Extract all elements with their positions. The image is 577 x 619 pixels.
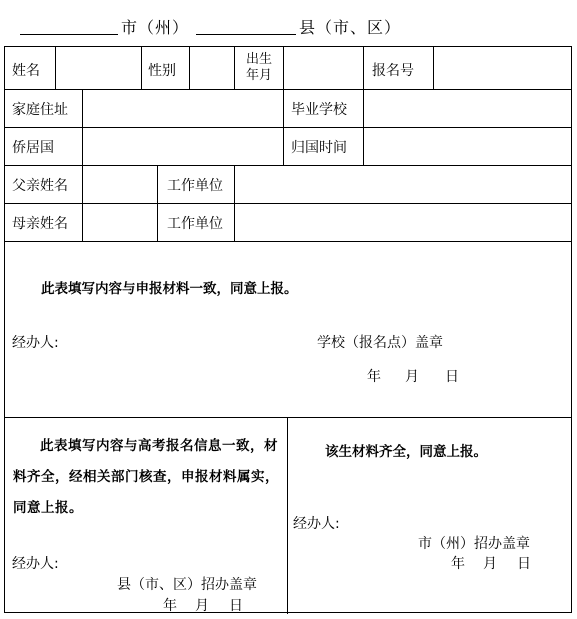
county-date-year: 年 xyxy=(163,598,177,614)
home-address-field[interactable] xyxy=(83,90,283,127)
name-field[interactable] xyxy=(56,47,141,89)
father-name-label: 父亲姓名 xyxy=(12,178,68,194)
city-blank[interactable] xyxy=(20,34,118,35)
birth-field[interactable] xyxy=(284,47,363,89)
exam-no-field[interactable] xyxy=(434,47,571,89)
name-label: 姓名 xyxy=(12,63,40,79)
gender-label: 性别 xyxy=(148,63,176,79)
county-date-month: 月 xyxy=(195,598,209,614)
school-statement: 此表填写内容与申报材料一致，同意上报。 xyxy=(41,281,298,297)
graduate-school-label: 毕业学校 xyxy=(291,102,347,118)
city-statement: 该生材料齐全，同意上报。 xyxy=(325,444,487,460)
city-date-month: 月 xyxy=(483,556,497,572)
exam-no-label: 报名号 xyxy=(372,63,414,79)
city-date-year: 年 xyxy=(451,556,465,572)
form-header xyxy=(0,10,577,38)
residence-country-label: 侨居国 xyxy=(12,140,54,156)
county-handler-label: 经办人: xyxy=(12,556,59,572)
graduate-school-field[interactable] xyxy=(364,90,571,127)
father-work-field[interactable] xyxy=(235,166,571,203)
birth-label-line2: 年月 xyxy=(245,68,272,83)
father-name-field[interactable] xyxy=(83,166,157,203)
return-time-label: 归国时间 xyxy=(291,140,347,156)
county-label: 县（市、区） xyxy=(299,18,402,37)
city-label: 市（州） xyxy=(121,18,190,37)
school-seal-label: 学校（报名点）盖章 xyxy=(317,335,443,351)
city-seal-label: 市（州）招办盖章 xyxy=(418,536,530,552)
birth-label xyxy=(239,52,279,84)
gender-field[interactable] xyxy=(190,47,234,89)
mother-work-field[interactable] xyxy=(235,204,571,241)
father-work-label: 工作单位 xyxy=(167,178,223,194)
birth-label-line1: 出生 xyxy=(245,52,272,67)
county-seal-label: 县（市、区）招办盖章 xyxy=(117,577,257,593)
home-address-label: 家庭住址 xyxy=(12,102,68,118)
school-date-year: 年 xyxy=(367,369,381,385)
application-form xyxy=(4,46,572,613)
residence-country-field[interactable] xyxy=(83,128,283,165)
school-handler-label: 经办人: xyxy=(12,335,59,351)
city-date-day: 日 xyxy=(517,556,531,572)
school-date-month: 月 xyxy=(405,369,419,385)
mother-work-label: 工作单位 xyxy=(167,216,223,232)
county-date-day: 日 xyxy=(229,598,243,614)
county-blank[interactable] xyxy=(196,34,296,35)
mother-name-field[interactable] xyxy=(83,204,157,241)
return-time-field[interactable] xyxy=(364,128,571,165)
city-handler-label: 经办人: xyxy=(293,516,340,532)
school-date-day: 日 xyxy=(445,369,459,385)
mother-name-label: 母亲姓名 xyxy=(12,216,68,232)
county-statement: 此表填写内容与高考报名信息一致，材料齐全，经相关部门核查，申报材料属实，同意上报。 xyxy=(13,438,279,516)
